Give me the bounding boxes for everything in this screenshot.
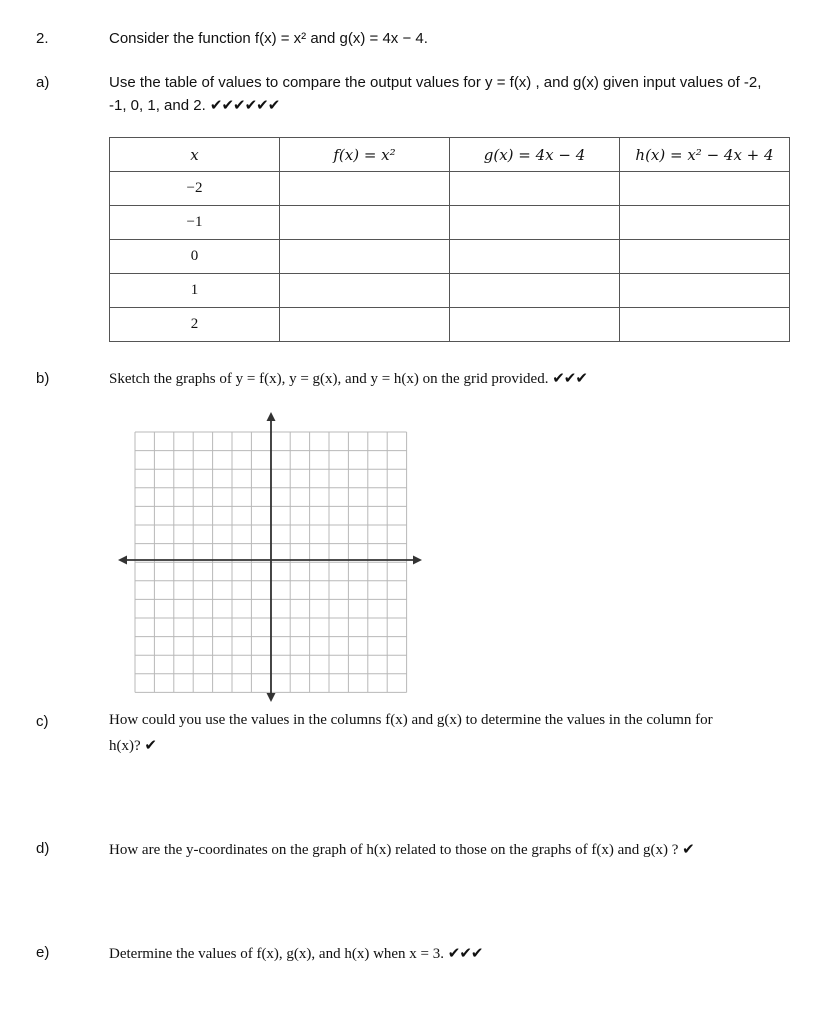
- table-row: [110, 206, 790, 240]
- part-a-line2: [109, 96, 279, 114]
- part-e-prompt: Determine the values of f(x), g(x), and h(x) when x = 3.: [109, 946, 445, 962]
- part-a-label: a): [36, 74, 50, 91]
- part-d-marks: ✔: [682, 840, 694, 858]
- part-b-marks: ✔✔✔: [552, 369, 587, 387]
- x-axis: [118, 556, 422, 565]
- x-axis-right-arrow-icon: [413, 556, 422, 565]
- part-c-label: c): [36, 713, 49, 730]
- x-axis-left-arrow-icon: [118, 556, 127, 565]
- table-cell-g[interactable]: [450, 172, 620, 206]
- part-c-line1: How could you use the values in the columns f(x) and g(x) to determine the values in the column for: [109, 712, 713, 728]
- part-d-prompt: How are the y-coordinates on the graph of h(x) related to those on the graphs of f(x) and g(x) ?: [109, 842, 679, 858]
- table-cell-f[interactable]: [280, 172, 450, 206]
- question-intro: Consider the function f(x) = x² and g(x) = 4x − 4.: [109, 30, 428, 47]
- table-cell-g[interactable]: [450, 308, 620, 342]
- part-e-marks: ✔✔✔: [447, 944, 483, 962]
- part-b-text: [109, 369, 587, 388]
- part-b-label: b): [36, 370, 50, 387]
- table-cell-g[interactable]: [450, 206, 620, 240]
- table-row: [110, 172, 790, 206]
- table-header-f: f(x) = x²: [280, 138, 450, 172]
- table-row: [110, 308, 790, 342]
- table-cell-f[interactable]: [280, 206, 450, 240]
- y-axis-up-arrow-icon: [267, 412, 276, 421]
- values-table: [109, 137, 790, 342]
- part-a-line1: Use the table of values to compare the output values for y = f(x) , and g(x) given input values of -2,: [109, 74, 762, 91]
- part-c-marks: ✔: [144, 736, 156, 754]
- part-a-line2-text: -1, 0, 1, and 2.: [109, 97, 206, 114]
- table-row: [110, 274, 790, 308]
- table-header-g: g(x) = 4x − 4: [450, 138, 620, 172]
- table-cell-h[interactable]: [620, 172, 790, 206]
- table-cell-f[interactable]: [280, 274, 450, 308]
- table-cell-x: 0: [110, 240, 280, 274]
- table-cell-h[interactable]: [620, 206, 790, 240]
- table-cell-x: 1: [110, 274, 280, 308]
- question-number: 2.: [36, 30, 49, 47]
- table-cell-h[interactable]: [620, 240, 790, 274]
- part-d-label: d): [36, 840, 50, 857]
- table-header-h: h(x) = x² − 4x + 4: [620, 138, 790, 172]
- y-axis: [267, 412, 276, 702]
- part-a-marks: ✔✔✔✔✔✔: [209, 96, 280, 114]
- table-cell-x: −2: [110, 172, 280, 206]
- table-cell-h[interactable]: [620, 308, 790, 342]
- part-b-prompt: Sketch the graphs of y = f(x), y = g(x), and y = h(x) on the grid provided.: [109, 371, 549, 387]
- y-axis-down-arrow-icon: [267, 693, 276, 702]
- part-c-line2-text: h(x)?: [109, 738, 141, 754]
- table-cell-x: 2: [110, 308, 280, 342]
- part-e-text: [109, 944, 483, 963]
- table-cell-f[interactable]: [280, 240, 450, 274]
- part-c-line2: [109, 736, 156, 755]
- table-cell-g[interactable]: [450, 274, 620, 308]
- table-cell-h[interactable]: [620, 274, 790, 308]
- table-cell-g[interactable]: [450, 240, 620, 274]
- table-row: [110, 240, 790, 274]
- table-header-x: x: [110, 138, 280, 172]
- coordinate-grid[interactable]: [110, 408, 430, 704]
- table-header-row: [110, 138, 790, 172]
- part-d-text: [109, 840, 694, 859]
- table-cell-x: −1: [110, 206, 280, 240]
- part-e-label: e): [36, 944, 50, 961]
- table-cell-f[interactable]: [280, 308, 450, 342]
